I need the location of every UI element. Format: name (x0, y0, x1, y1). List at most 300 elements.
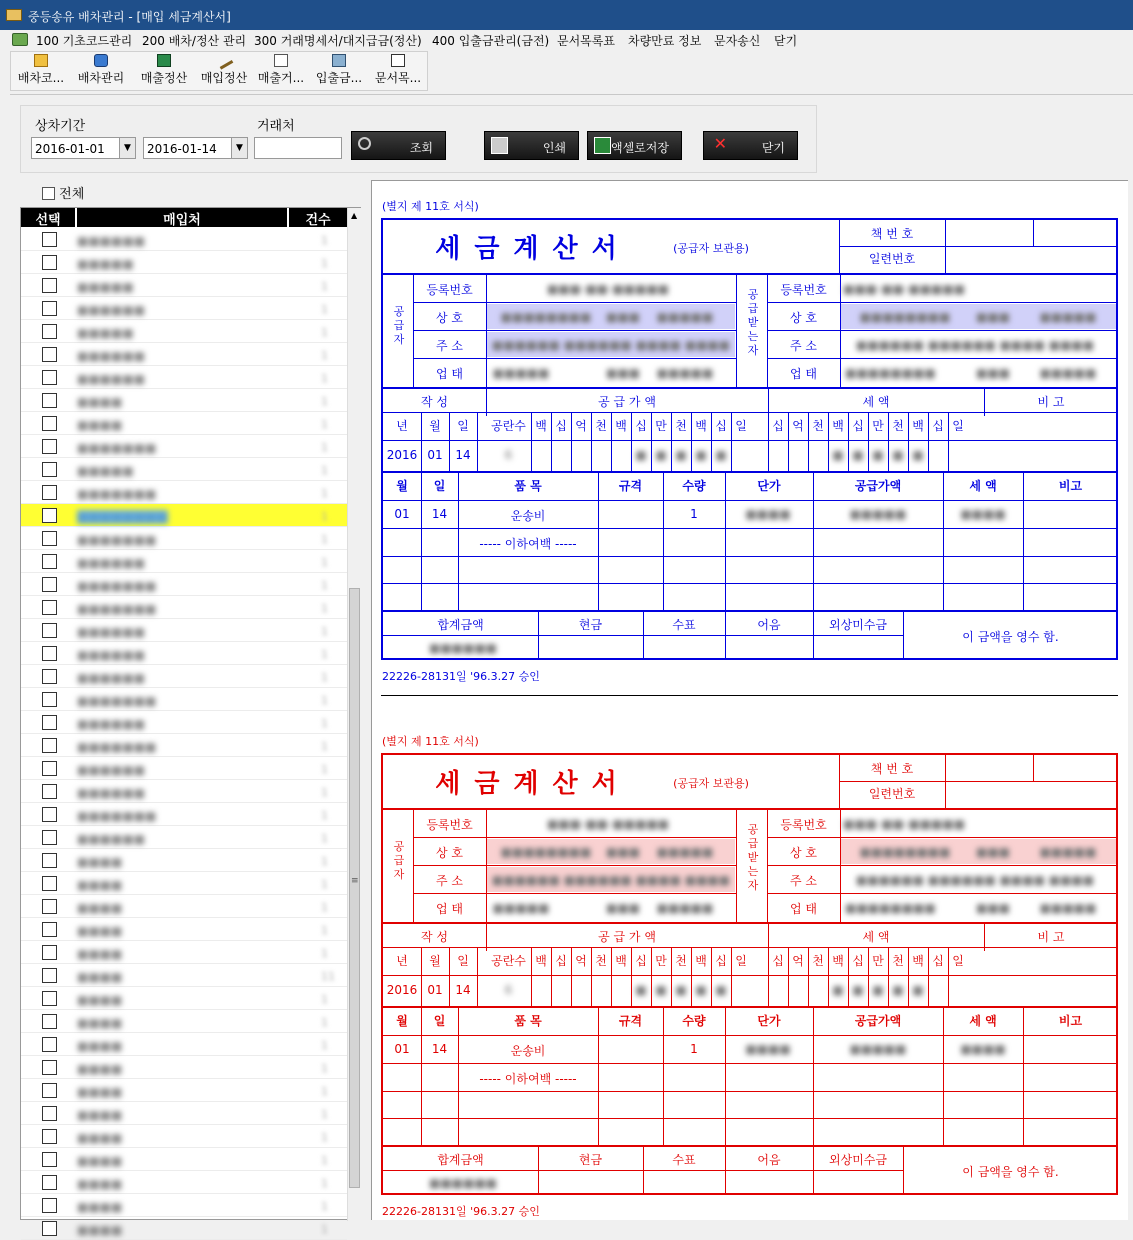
item-supply-amount: ■■■■■ (849, 507, 907, 521)
table-row[interactable] (21, 297, 347, 320)
item-header-label: 일 (433, 479, 446, 493)
row-count: 1 (321, 303, 328, 316)
receiver-type-label: ■■■ (975, 901, 1010, 915)
row-checkbox[interactable] (42, 347, 57, 362)
row-count: 1 (321, 855, 328, 868)
table-row[interactable] (21, 619, 347, 642)
row-checkbox[interactable] (42, 623, 57, 638)
item-header-label: 단가 (757, 479, 781, 493)
calculator-icon (157, 54, 171, 67)
row-count: 1 (321, 1177, 328, 1190)
row-checkbox[interactable] (42, 232, 57, 247)
window-title: 중등송유 배차관리 - [매입 세금계산서] (28, 10, 231, 24)
item-qty: 1 (690, 507, 698, 521)
select-all[interactable] (42, 183, 84, 202)
blank-count-label: 공란수 (491, 419, 526, 433)
supplier-name: ■■■■ (77, 1200, 123, 1214)
tax-digit-label: 천 (812, 954, 824, 968)
row-checkbox[interactable] (42, 439, 57, 454)
supplier-type-label: ■■■ (605, 366, 640, 380)
supply-digit-label: 백 (535, 954, 547, 968)
table-row[interactable] (21, 458, 347, 481)
supplier-name: ■■■■■■ (77, 763, 146, 777)
tax-digit-value: ■ (852, 448, 864, 462)
partner-input[interactable] (254, 137, 342, 159)
date-from-dropdown[interactable]: ▼ (119, 137, 136, 159)
table-row[interactable] (21, 895, 347, 918)
supply-digit-label: 만 (655, 419, 667, 433)
toolbar (10, 51, 428, 91)
day-label: 일 (457, 419, 469, 433)
supply-digit-label: 십 (635, 954, 647, 968)
supplier-name: ■■■■ (77, 1085, 123, 1099)
supplier-name: ■■■■■■ (77, 717, 146, 731)
row-checkbox[interactable] (42, 876, 57, 891)
receiver-reg-value: ■■■-■■-■■■■■ (843, 817, 966, 831)
supply-digit-value: ■ (715, 448, 727, 462)
supplier-name: ■■■■■■ (77, 786, 146, 800)
supply-digit-label: 억 (575, 954, 587, 968)
receiver-address-label: 주 소 (790, 874, 817, 888)
table-row[interactable] (21, 1217, 347, 1240)
remark-label: 비 고 (1037, 930, 1065, 944)
row-checkbox[interactable] (42, 830, 57, 845)
supplier-ceo-value: ■■■■■ (656, 310, 714, 324)
supply-digit-label: 백 (535, 419, 547, 433)
receiver-type-value: ■■■■■ (1039, 366, 1097, 380)
row-checkbox[interactable] (42, 991, 57, 1006)
row-checkbox[interactable] (42, 807, 57, 822)
table-row[interactable] (21, 573, 347, 596)
menu-item-statement[interactable]: 300 거래명세서/대지급금(정산) (254, 34, 422, 48)
written-month: 01 (427, 983, 443, 997)
row-checkbox[interactable] (42, 1152, 57, 1167)
supply-digit-label: 만 (655, 954, 667, 968)
written-day: 14 (455, 983, 471, 997)
toolbar-label: 문서목... (374, 71, 422, 85)
book-number-label: 책 번 호 (870, 227, 914, 241)
table-row[interactable] (21, 1171, 347, 1194)
row-count: 1 (321, 556, 328, 569)
item-qty: 1 (690, 1042, 698, 1056)
supplier-name: ■■■■■■ (77, 648, 146, 662)
item-header-label: 규격 (618, 1014, 643, 1028)
supply-digit-label: 백 (615, 419, 627, 433)
table-row[interactable] (21, 596, 347, 619)
table-row[interactable] (21, 872, 347, 895)
supplier-name: ■■■■ (77, 1062, 123, 1076)
row-count: 1 (321, 349, 328, 362)
row-count: 1 (321, 901, 328, 914)
scroll-up-icon[interactable]: ▲ (351, 211, 358, 220)
check-label: 수표 (672, 1153, 696, 1167)
close-button[interactable] (703, 131, 798, 160)
supplier-name: ■■■■ (77, 993, 123, 1007)
table-row[interactable] (21, 320, 347, 343)
document-icon (274, 54, 288, 67)
toolbar-dispatch[interactable] (71, 54, 131, 89)
excel-save-button[interactable] (587, 131, 682, 160)
search-button-label: 조회 (409, 141, 433, 155)
excel-button-label: 액셀로저장 (611, 141, 669, 155)
supply-digit-label: 백 (695, 954, 707, 968)
approval-note: 22226-28131일 '96.3.27 승인 (382, 670, 540, 683)
receiver-business-value: ■■■■■■■■ (845, 901, 936, 915)
toolbar-sales-settle[interactable] (135, 54, 193, 89)
supplier-business-value: ■■■■■ (492, 366, 550, 380)
item-day: 14 (431, 1042, 448, 1056)
row-checkbox[interactable] (42, 1175, 57, 1190)
search-panel (20, 105, 817, 173)
item-header-label: 수량 (682, 1014, 706, 1028)
item-tax-amount: ■■■■ (960, 1042, 1006, 1056)
window-titlebar (0, 0, 1133, 30)
supply-digit-label: 천 (675, 954, 687, 968)
supplier-name: ■■■■■ (77, 326, 134, 340)
grid-header (21, 208, 347, 227)
table-row[interactable] (21, 1148, 347, 1171)
row-checkbox[interactable] (42, 393, 57, 408)
total-label: 합계금액 (437, 1153, 484, 1167)
row-count: 1 (321, 1062, 328, 1075)
select-all-label: 전체 (59, 187, 85, 202)
cash-label: 현금 (578, 1153, 603, 1167)
tax-digit-label: 십 (932, 954, 944, 968)
toolbar-basic-codes[interactable] (13, 54, 69, 89)
table-row[interactable] (21, 1010, 347, 1033)
table-row[interactable] (21, 803, 347, 826)
tax-digit-label: 일 (952, 954, 964, 968)
row-checkbox[interactable] (42, 715, 57, 730)
tax-digit-label: 백 (912, 954, 924, 968)
row-count: 1 (321, 625, 328, 638)
supplier-name: ■■■■■■ (77, 556, 146, 570)
table-row[interactable] (21, 412, 347, 435)
row-count: 1 (321, 602, 328, 615)
row-count: 1 (321, 1131, 328, 1144)
copy-separator (381, 695, 1118, 696)
table-row[interactable] (21, 1056, 347, 1079)
row-checkbox[interactable] (42, 1014, 57, 1029)
table-row[interactable] (21, 642, 347, 665)
toolbar-sales-trade[interactable] (255, 54, 307, 89)
row-checkbox[interactable] (42, 669, 57, 684)
item-header-label: 품 목 (514, 479, 542, 493)
tax-digit-value: ■ (872, 448, 884, 462)
row-checkbox[interactable] (42, 1221, 57, 1236)
row-count: 1 (321, 1223, 328, 1236)
row-checkbox[interactable] (42, 899, 57, 914)
partner-label: 거래처 (257, 119, 295, 134)
supply-digit-label: 십 (715, 954, 727, 968)
supplier-name: ■■■■ (77, 395, 123, 409)
written-year: 2016 (386, 448, 418, 462)
supply-digit-label: 십 (555, 419, 567, 433)
year-label: 년 (396, 419, 408, 433)
truck-icon (94, 54, 108, 67)
item-unit-price: ■■■■ (745, 1042, 791, 1056)
row-checkbox[interactable] (42, 646, 57, 661)
table-row[interactable] (21, 1194, 347, 1217)
row-checkbox[interactable] (42, 1083, 57, 1098)
form-caption: (별지 제 11호 서식) (382, 200, 479, 213)
supplier-label: 공급자 (393, 840, 405, 881)
supplier-name: ■■■■■■■ (77, 809, 157, 823)
row-checkbox[interactable] (42, 370, 57, 385)
row-checkbox[interactable] (42, 1106, 57, 1121)
invoice-form (381, 753, 1118, 1195)
total-amount-value: ■■■■■■ (428, 1176, 498, 1190)
row-count: 1 (321, 487, 328, 500)
row-checkbox[interactable] (42, 462, 57, 477)
row-checkbox[interactable] (42, 531, 57, 546)
row-count: 1 (321, 1039, 328, 1052)
item-header-label: 월 (396, 479, 408, 493)
grid-scrollbar[interactable] (347, 208, 361, 1221)
table-row[interactable] (21, 481, 347, 504)
table-row[interactable] (21, 274, 347, 297)
supply-digit-label: 백 (695, 419, 707, 433)
remark-label: 비 고 (1037, 395, 1065, 409)
supply-digit-value: ■ (715, 983, 727, 997)
item-header-label: 공급가액 (854, 479, 902, 493)
row-checkbox[interactable] (42, 1037, 57, 1052)
invoice-form (381, 218, 1118, 660)
row-checkbox[interactable] (42, 324, 57, 339)
supplier-business-label: 업 태 (436, 902, 463, 916)
supplier-type-value: ■■■■■ (656, 901, 714, 915)
row-checkbox[interactable] (42, 485, 57, 500)
tax-digit-label: 십 (772, 954, 784, 968)
supplier-name: ■■■■ (77, 947, 123, 961)
toolbar-doclist[interactable] (371, 54, 425, 89)
table-row[interactable] (21, 550, 347, 573)
receiver-address-value: ■■■■■■ ■■■■■■ ■■■■ ■■■■ (855, 873, 1095, 887)
menu-bar (0, 30, 1133, 50)
row-checkbox[interactable] (42, 1198, 57, 1213)
supplier-name: ■■■■■ (77, 257, 134, 271)
written-day: 14 (455, 448, 471, 462)
row-checkbox[interactable] (42, 416, 57, 431)
table-row[interactable] (21, 1102, 347, 1125)
tax-digit-label: 백 (912, 419, 924, 433)
year-label: 년 (396, 954, 408, 968)
menu-item-close[interactable]: 닫기 (774, 34, 798, 48)
table-row[interactable] (21, 1125, 347, 1148)
table-row[interactable] (21, 1033, 347, 1056)
table-row[interactable] (21, 343, 347, 366)
supplier-grid (20, 207, 361, 1237)
supplier-name: ■■■■■■ (77, 303, 146, 317)
receiver-reg-no-label: 등록번호 (780, 818, 827, 832)
supplier-name: ■■■■ (77, 418, 123, 432)
supplier-reg-value: ■■■-■■-■■■■■ (546, 282, 670, 296)
tax-digit-value: ■ (892, 448, 904, 462)
table-row[interactable] (21, 941, 347, 964)
table-row[interactable] (21, 826, 347, 849)
row-checkbox[interactable] (42, 301, 57, 316)
table-row[interactable] (21, 504, 347, 527)
row-checkbox[interactable] (42, 1060, 57, 1075)
written-label: 작 성 (421, 395, 448, 409)
row-checkbox[interactable] (42, 577, 57, 592)
row-count: 1 (321, 533, 328, 546)
menu-item-vehicle-expiry[interactable]: 차량만료 정보 (628, 34, 702, 48)
table-row[interactable] (21, 964, 347, 987)
date-from-field[interactable]: 2016-01-01 (31, 137, 123, 159)
row-checkbox[interactable] (42, 968, 57, 983)
blank-count-label: 공란수 (491, 954, 526, 968)
tax-digit-label: 억 (792, 954, 804, 968)
header-supplier[interactable]: 매입처 (163, 213, 201, 228)
item-month: 01 (394, 507, 410, 521)
supply-digit-value: ■ (695, 983, 707, 997)
receiver-ceo-label: ■■■ (975, 310, 1010, 324)
supplier-name: ■■■■ (77, 970, 123, 984)
scroll-grip-icon: ≡ (351, 876, 359, 886)
menu-item-deposit[interactable]: 400 입출금관리(금전) (432, 34, 550, 48)
credit-label: 외상미수금 (829, 618, 887, 632)
row-count: 1 (321, 1016, 328, 1029)
supplier-name-label: 상 호 (436, 311, 463, 325)
table-row[interactable] (21, 918, 347, 941)
table-row[interactable] (21, 711, 347, 734)
row-checkbox[interactable] (42, 761, 57, 776)
toolbar-deposit[interactable] (313, 54, 365, 89)
header-count[interactable]: 건수 (305, 213, 331, 228)
receiver-name-value: ■■■■■■■■ (859, 845, 951, 859)
row-checkbox[interactable] (42, 922, 57, 937)
receiver-type-label: ■■■ (975, 366, 1010, 380)
supplier-name: ■■■■ (77, 855, 123, 869)
item-header-label: 비고 (1058, 479, 1083, 493)
table-row[interactable] (21, 665, 347, 688)
tax-digit-value: ■ (872, 983, 884, 997)
supplier-reg-no-label: 등록번호 (426, 818, 473, 832)
table-row[interactable] (21, 849, 347, 872)
toolbar-purchase-settle[interactable] (195, 54, 253, 89)
table-row[interactable] (21, 389, 347, 412)
supplier-name: ■■■■ (77, 924, 123, 938)
row-count: 1 (321, 993, 328, 1006)
print-button-label: 인쇄 (542, 141, 566, 155)
toolbar-label: 매출거... (257, 71, 305, 85)
supplier-name: ■■■■■■ (77, 832, 146, 846)
select-all-checkbox[interactable] (42, 187, 55, 200)
row-checkbox[interactable] (42, 508, 57, 523)
date-to-field[interactable]: 2016-01-14 (143, 137, 235, 159)
row-checkbox[interactable] (42, 853, 57, 868)
print-button[interactable] (484, 131, 579, 160)
serial-number-label: 일련번호 (868, 252, 916, 266)
row-checkbox[interactable] (42, 278, 57, 293)
month-label: 월 (429, 954, 441, 968)
row-count: 1 (321, 1200, 328, 1213)
table-row[interactable] (21, 780, 347, 803)
supply-digit-label: 억 (575, 419, 587, 433)
row-count: 1 (321, 510, 328, 523)
tax-digit-label: 십 (852, 954, 864, 968)
folder-icon (34, 54, 48, 67)
receiver-ceo-label: ■■■ (975, 845, 1010, 859)
table-row[interactable] (21, 734, 347, 757)
tax-digit-value: ■ (832, 983, 844, 997)
row-count: 1 (321, 878, 328, 891)
supplier-name: ■■■■■■ (77, 349, 146, 363)
supplier-address-value: ■■■■■■ ■■■■■■ ■■■■ ■■■■ (491, 338, 731, 352)
menu-item-sms[interactable]: 문자송신 (714, 34, 761, 48)
menu-item-dispatch[interactable]: 200 배차/정산 관리 (142, 34, 247, 48)
pencil-icon (215, 51, 234, 69)
receiver-business-value: ■■■■■■■■ (845, 366, 936, 380)
table-row[interactable] (21, 688, 347, 711)
item-header-label: 공급가액 (854, 1014, 902, 1028)
supply-digit-value: ■ (635, 983, 647, 997)
menu-item-doclist[interactable]: 문서목록표 (557, 34, 615, 48)
total-label: 합계금액 (437, 618, 484, 632)
menu-item-basic-codes[interactable]: 100 기초코드관리 (36, 34, 133, 48)
row-count: 1 (321, 280, 328, 293)
row-checkbox[interactable] (42, 784, 57, 799)
receiver-address-label: 주 소 (790, 339, 817, 353)
table-row[interactable] (21, 1079, 347, 1102)
row-checkbox[interactable] (42, 738, 57, 753)
row-count: 1 (321, 1085, 328, 1098)
date-to-dropdown[interactable]: ▼ (231, 137, 248, 159)
tax-digit-value: ■ (912, 448, 924, 462)
supplier-address-label: 주 소 (436, 874, 463, 888)
supplier-name: ■■■■■■■ (77, 533, 157, 547)
supplier-ceo-label: ■■■ (605, 310, 640, 324)
excel-icon (594, 137, 611, 154)
item-supply-amount: ■■■■■ (849, 1042, 907, 1056)
item-tax-amount: ■■■■ (960, 507, 1006, 521)
table-row[interactable] (21, 366, 347, 389)
header-select[interactable]: 선택 (35, 213, 61, 228)
row-checkbox[interactable] (42, 554, 57, 569)
tax-digit-label: 천 (892, 954, 904, 968)
row-checkbox[interactable] (42, 255, 57, 270)
row-checkbox[interactable] (42, 600, 57, 615)
toolbar-label: 배차코... (17, 71, 65, 85)
supplier-name: ■■■■■■■ (77, 694, 157, 708)
table-row[interactable] (21, 251, 347, 274)
row-checkbox[interactable] (42, 945, 57, 960)
row-count: 1 (321, 924, 328, 937)
supplier-address-value: ■■■■■■ ■■■■■■ ■■■■ ■■■■ (491, 873, 731, 887)
row-count: 1 (321, 947, 328, 960)
tax-digit-label: 십 (932, 419, 944, 433)
table-row[interactable] (21, 228, 347, 251)
supplier-name: ■■■■ (77, 1108, 123, 1122)
row-checkbox[interactable] (42, 1129, 57, 1144)
tax-digit-value: ■ (852, 983, 864, 997)
total-amount-value: ■■■■■■ (428, 641, 498, 655)
invoice-title: 세금계산서 (435, 234, 631, 264)
table-row[interactable] (21, 987, 347, 1010)
search-button[interactable] (351, 131, 446, 160)
supplier-name: ■■■■■ (77, 464, 134, 478)
supplier-name: ■■■■■■■ (77, 740, 157, 754)
table-row[interactable] (21, 757, 347, 780)
table-row[interactable] (21, 435, 347, 458)
row-checkbox[interactable] (42, 692, 57, 707)
row-count: 1 (321, 763, 328, 776)
supply-digit-label: 십 (715, 419, 727, 433)
table-row[interactable] (21, 527, 347, 550)
scroll-thumb[interactable] (349, 588, 360, 1188)
supplier-name-value: ■■■■■■■■ (500, 845, 592, 859)
